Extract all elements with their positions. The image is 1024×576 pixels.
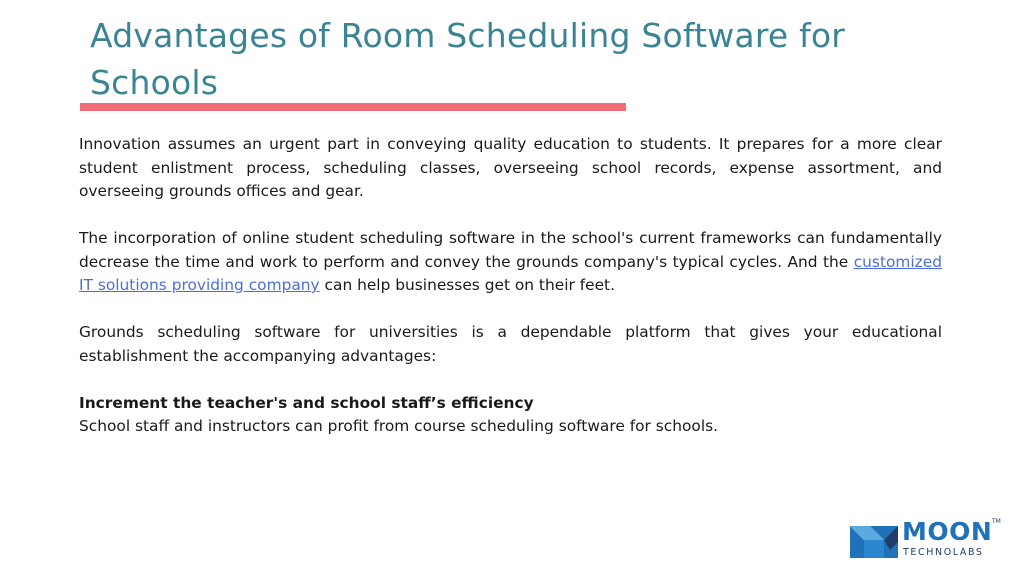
efficiency-section [79, 392, 942, 439]
logo-subtitle: TECHNOLABS [903, 547, 984, 558]
moon-technolabs-logo [850, 517, 1001, 560]
paragraph-intro: Innovation assumes an urgent part in conveying quality education to students. It prepares for a more clear student enlistment process, scheduling classes, overseeing school records, expense assortment, and overseeing grounds offices and gear. [79, 135, 942, 200]
section-heading: Increment the teacher's and school staff’s efficiency [79, 393, 534, 412]
paragraph-advantages: Grounds scheduling software for universities is a dependable platform that gives your educational establishment the accompanying advantages: [79, 323, 942, 365]
paragraph-incorporation-tail: can help businesses get on their feet. [319, 276, 615, 294]
paragraph-incorporation-text: The incorporation of online student scheduling software in the school's current frameworks can fundamentally decrease the time and work to perform and convey the grounds company's typical cycles. And the [79, 229, 942, 271]
customized-it-solutions-link[interactable]: customized IT solutions providing company [79, 252, 942, 294]
logo-trademark: TM [992, 518, 1001, 525]
slide-title: Advantages of Room Scheduling Software for Schools [90, 16, 846, 102]
section-text: School staff and instructors can profit from course scheduling software for schools. [79, 417, 719, 435]
paragraph-incorporation [79, 227, 942, 298]
slide-body [79, 133, 942, 439]
moon-technolabs-logo-icon [850, 522, 898, 558]
logo-wordmark: MOON [902, 517, 993, 546]
title-underline [80, 103, 626, 111]
